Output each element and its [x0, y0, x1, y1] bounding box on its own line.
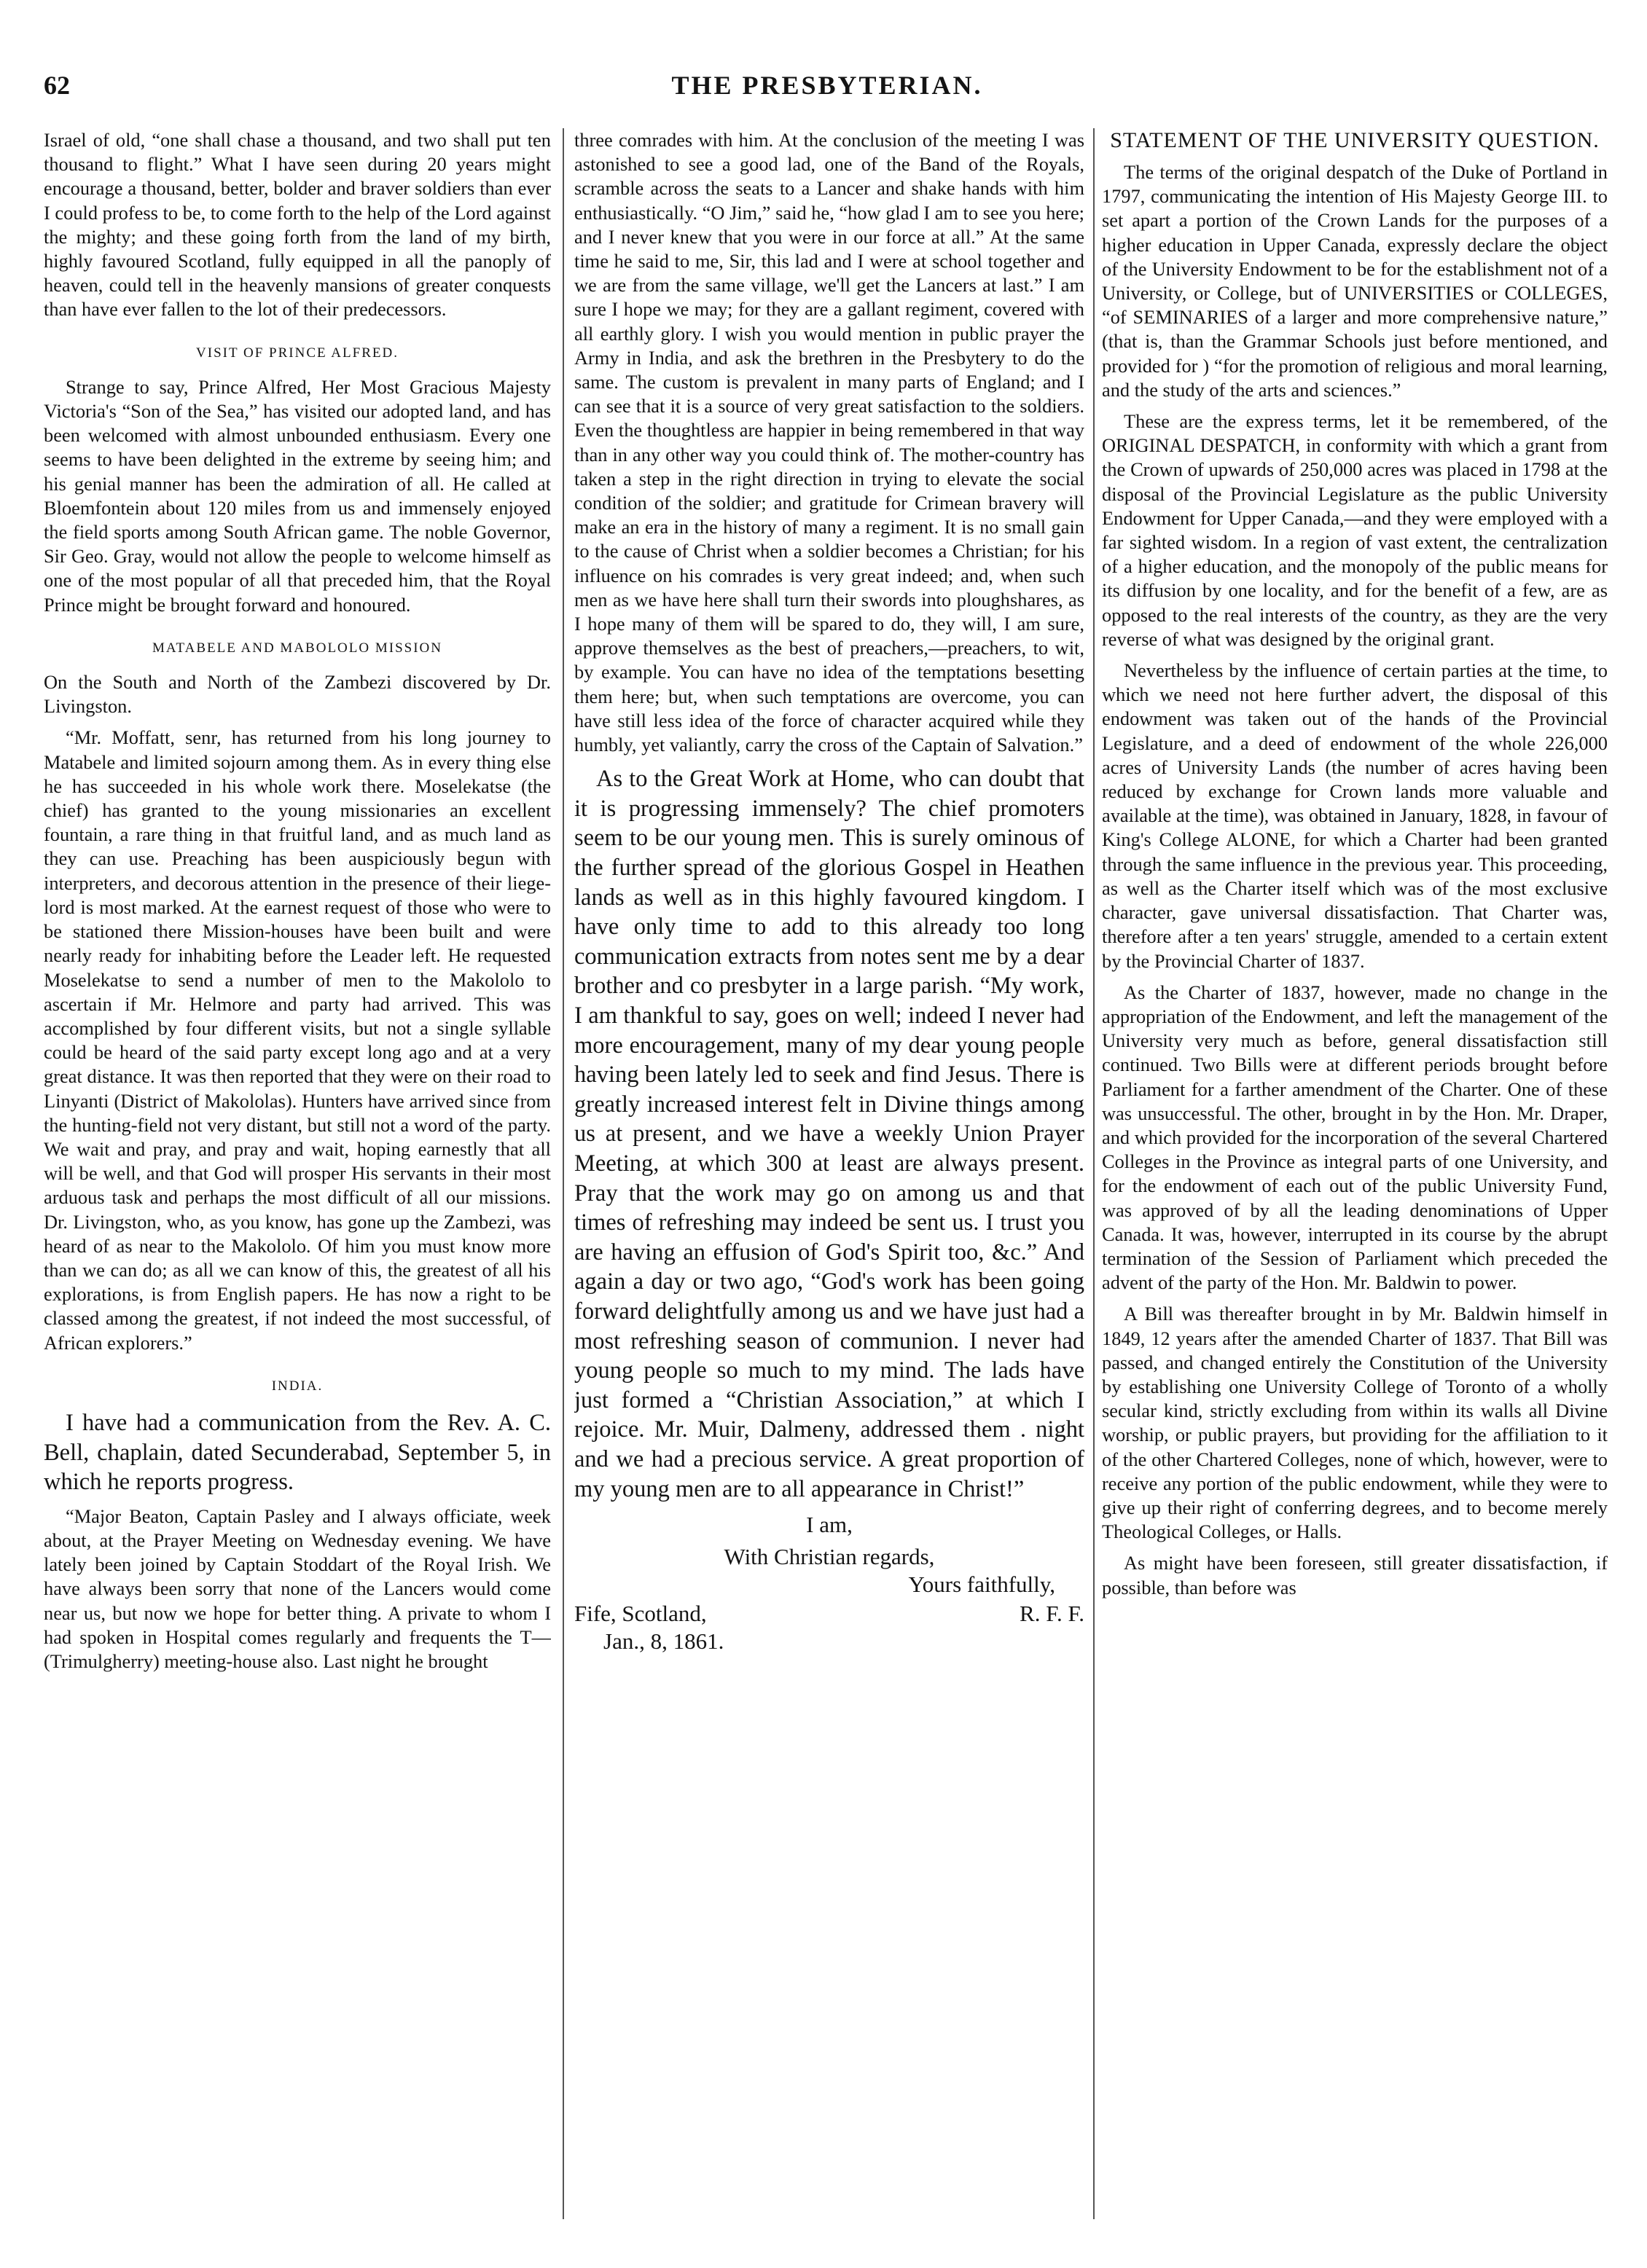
- column-rule: [1093, 128, 1095, 2219]
- signature-place: Fife, Scotland,: [574, 1601, 707, 1627]
- paragraph: Strange to say, Prince Alfred, Her Most Gracious Majesty Victoria's “Son of the Sea,” has visited our adopted land, and has been welcomed with almost unbounded enthusiasm. Every one seems to have been delighted in the extreme by seeing him; and his genial manner has been the admiration of all. He called at Bloemfontein about 120 miles from us and immensely enjoyed the field sports among South African game. The noble Governor, Sir Geo. Gray, would not allow the people to welcome himself as one of the most popular of all that preceded him, that the Royal Prince might be brought forward and honoured.: [44, 375, 551, 616]
- paragraph: I have had a communication from the Rev. A. C. Bell, chaplain, dated Secunderabad, September 5, in which he reports progress.: [44, 1409, 551, 1496]
- column-left: [44, 128, 551, 2226]
- signature-initials: R. F. F.: [1020, 1601, 1084, 1627]
- paragraph: “Mr. Moffatt, senr, has returned from his long journey to Matabele and limited sojourn among them. As in every thing else he has succeeded in his whole work there. Moselekatse (the chief) has granted to the young missionaries an excellent fountain, a rare thing in that fruitful land, and as much land as they can use. Preaching has been auspiciously begun with interpreters, and decorous attention in the presence of their liege-lord is most marked. At the earnest request of those who were to be stationed there Mission-houses have been built and were nearly ready for inhabiting before the Leader left. He requested Moselekatse to send a number of men to the Makololo to ascertain if Mr. Helmore and party had arrived. This was accomplished by four different visits, but not a single syllable could be heard of the said party except long ago and at a very great distance. It was then reported that they were on their road to Linyanti (District of Makololas). Hunters have arrived since from the hunting-field not very distant, but still not a word of the party. We wait and pray, and pray and wait, hoping earnestly that all will be well, and that God will prosper His servants in their most arduous task and perhaps the most difficult of all our missions. Dr. Livingston, who, as you know, has gone up the Zambezi, was heard of as near to the Makololo. Of him you must know more than we can do; as all we can know of this, the greatest of all his explorations, is from English papers. He has now a right to be classed among the greatest, if not indeed the most successful, of African explorers.”: [44, 726, 551, 1354]
- signature-i-am: I am,: [806, 1512, 853, 1538]
- paragraph: On the South and North of the Zambezi discovered by Dr. Livingston.: [44, 671, 551, 718]
- column-rule: [563, 128, 564, 2219]
- column-middle: [574, 128, 1084, 2226]
- paragraph: As the Charter of 1837, however, made no change in the appropriation of the Endowment, and left the management of the University very much as before, general dissatisfaction still continued. Two Bills were at different periods brought before Parliament for a farther amendment of the Charter. One of these was unsuccessful. The other, brought in by the Hon. Mr. Draper, and which provided for the incorporation of the several Chartered Colleges in the Province as integral parts of one University, and for the endowment of each out of the public University Fund, was approved of by all the leading denominations of Upper Canada. It was, however, interrupted in its course by the abrupt termination of the Session of Parliament which preceded the advent of the party of the Hon. Mr. Baldwin to power.: [1102, 981, 1608, 1294]
- paragraph: Nevertheless by the influence of certain parties at the time, to which we need not here further advert, the disposal of this endowment was taken out of the hands of the Provincial Legislature, and a deed of endowment of the whole 226,000 acres of University Lands (the number of acres having been reduced by exchange for Crown lands more valuable and available at the time), was obtained in January, 1828, in favour of King's College ALONE, for which a Charter had been granted through the same influence in the previous year. This proceeding, as well as the Charter itself which was of the most exclusive character, gave universal dissatisfaction. That Charter was, therefore after a ten years' struggle, amended to a certain extent by the Provincial Charter of 1837.: [1102, 659, 1608, 972]
- paragraph: These are the express terms, let it be remembered, of the ORIGINAL DESPATCH, in conformity with which a grant from the Crown of upwards of 250,000 acres was placed in 1798 at the disposal of the Provincial Legislature as the public University Endowment for Upper Canada,—and they were employed with a far sighted wisdom. In a region of vast extent, the centralization of a higher education, and the monopoly of the public means for its diffusion by one locality, and for the benefit of a few, are as opposed to the real interests of the country, as they are the very reverse of what was designed by the original grant.: [1102, 410, 1608, 650]
- paragraph: The terms of the original despatch of the Duke of Portland in 1797, communicating the intention of His Majesty George III. to set apart a portion of the Crown Lands for the purposes of a higher education in Upper Canada, expressly declare the object of the University Endowment to be for the establishment not of a University, or College, but of UNIVERSITIES or COLLEGES, “of SEMINARIES of a larger and more comprehensive nature,” (that is, than the Grammar Schools just before mentioned, and provided for ) “for the promotion of religious and moral learning, and the study of the arts and sciences.”: [1102, 161, 1608, 401]
- article-title: STATEMENT OF THE UNIVERSITY QUESTION.: [1110, 128, 1600, 152]
- page-number: 62: [44, 71, 70, 100]
- paragraph: As might have been foreseen, still greater dissatisfaction, if possible, than before was: [1102, 1552, 1608, 1598]
- section-heading-mission: MATABELE AND MABOLOLO MISSION: [152, 640, 442, 656]
- signature-date: Jan., 8, 1861.: [603, 1628, 724, 1655]
- page-header: [44, 70, 1611, 117]
- paragraph: “Major Beaton, Captain Pasley and I always officiate, week about, at the Prayer Meeting on Wednesday evening. We have lately been joined by Captain Stoddart of the Royal Irish. We have always been sorry that none of the Lancers would come near us, but now we hope for better thing. A private to whom I had spoken in Hospital comes regularly and frequents the T— (Trimulgherry) meeting-house also. Last night he brought: [44, 1504, 551, 1672]
- signature-yours: Yours faithfully,: [908, 1571, 1055, 1598]
- paragraph: three comrades with him. At the conclusion of the meeting I was astonished to see a good lad, one of the Band of the Royals, scramble across the seats to a Lancer and shake hands with him enthusiastically. “O Jim,” said he, “how glad I am to see you here; and I never knew that you were in our force at all.” At the same time he said to me, Sir, this lad and I were at school together and we are from the same village, we'll get the Lancers at last.” I am sure I hope we may; for they are a gallant regiment, covered with all earthly glory. I wish you would mention in public prayer the Army in India, and ask the brethren in the Presbytery to do the same. The custom is prevalent in many parts of England; and I can see that it is a source of very great satisfaction to the soldiers. Even the thoughtless are happier in being remembered in that way than in any other way you could think of. The mother-country has taken a step in the right direction in trying to elevate the social condition of the soldier; and gratitude for Crimean bravery will make an era in the history of many a regiment. It is no small gain to the cause of Christ when a soldier becomes a Christian; for his influence on his comrades is very great indeed; and, when such men as we have here shall turn their swords into ploughshares, as I hope many of them will be spared to do, they will, I am sure, approve themselves as the best of preachers,—preachers, to wit, by example. You can have no idea of the temptations besetting them here; but, when such temptations are overcome, you can have still less idea of the force of character acquired while they humbly, yet valiantly, carry the cross of the Captain of Salvation.”: [574, 129, 1084, 756]
- column-right: [1102, 128, 1608, 2226]
- section-heading-india: INDIA.: [271, 1378, 324, 1394]
- running-title: THE PRESBYTERIAN.: [671, 71, 983, 100]
- signature-place-line: [574, 1600, 1084, 1628]
- paragraph: A Bill was thereafter brought in by Mr. Baldwin himself in 1849, 12 years after the amended Charter of 1837. That Bill was passed, and changed entirely the Constitution of the University by establishing one University College of Toronto of a wholly secular kind, strictly excluding from within its walls all Divine worship, or public prayers, but providing for the affiliation to it of the other Chartered Colleges, none of which, however, were to receive any portion of the public endowment, while they were to give up their right of conferring degrees, and to become merely Theological Colleges, or Halls.: [1102, 1303, 1608, 1543]
- signature-regards: With Christian regards,: [724, 1544, 935, 1570]
- paragraph: Israel of old, “one shall chase a thousand, and two shall put ten thousand to flight.” What I have seen during 20 years might encourage a thousand, better, bolder and braver soldiers than ever I could profess to be, to come forth to the help of the Lord against the mighty; and these going forth from the land of my birth, highly favoured Scotland, fully equipped in all the panoply of heaven, could tell in the heavenly mansions of greater conquests than have ever fallen to the lot of their predecessors.: [44, 129, 551, 321]
- section-heading-prince-alfred: VISIT OF PRINCE ALFRED.: [196, 345, 399, 361]
- paragraph: As to the Great Work at Home, who can doubt that it is progressing immensely? The chief promoters seem to be our young men. This is surely ominous of the further spread of the glorious Gospel in Heathen lands as well as in this highly favoured kingdom. I have only time to add to this already too long communication extracts from notes sent me by a dear brother and co presbyter in a large parish. “My work, I am thankful to say, goes on well; indeed I never had more encouragement, many of my dear young people having been lately led to seek and find Jesus. There is greatly increased interest felt in Divine things among us at present, and we have a weekly Union Prayer Meeting, at which 300 at least are always present. Pray that the work may go on among us and that times of refreshing may indeed be sent us. I trust you are having an effusion of God's Spirit too, &c.” And again a day or two ago, “God's work has been going forward delightfully among us and we have just had a most refreshing season of communion. I never had young people so much to my mind. The lads have just formed a “Christian Association,” at which I rejoice. Mr. Muir, Dalmeny, addressed them . night and we had a precious service. A great proportion of my young men are to all appearance in Christ!”: [574, 766, 1084, 1502]
